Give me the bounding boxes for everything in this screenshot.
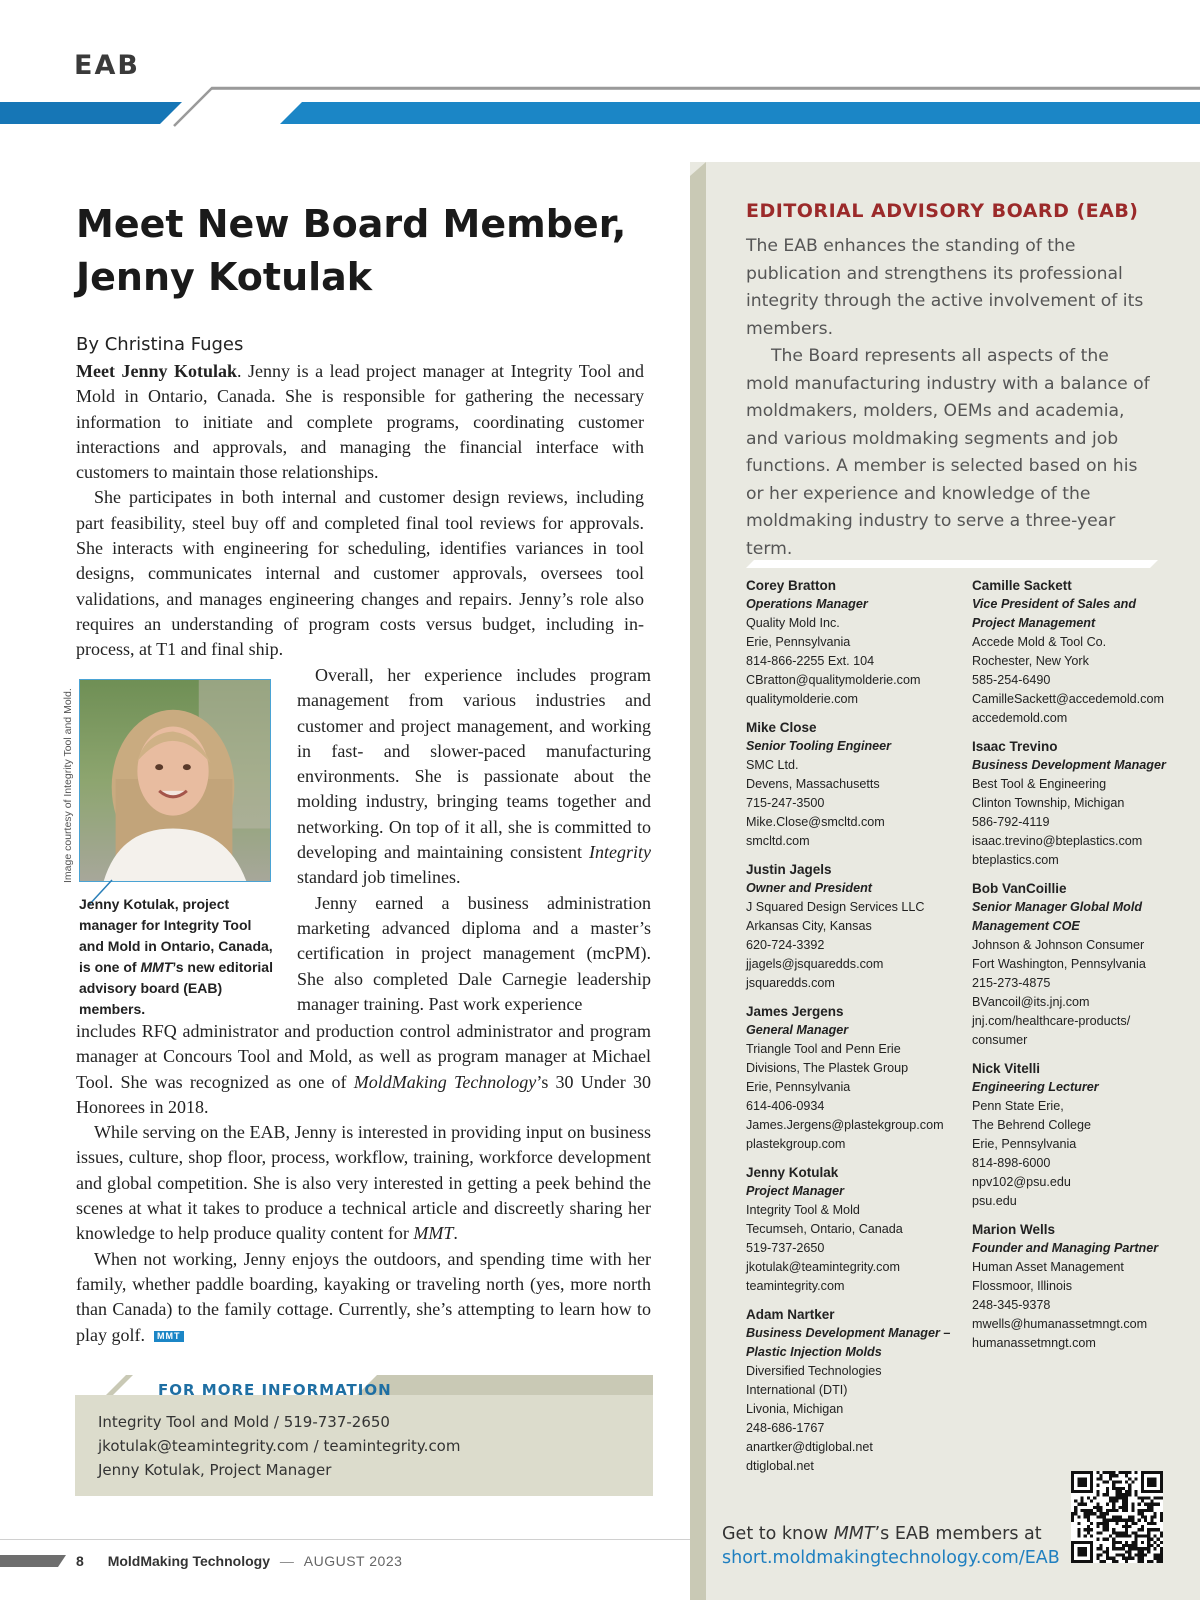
member-name: Nick Vitelli bbox=[972, 1061, 1041, 1076]
member-title: Plastic Injection Molds bbox=[746, 1345, 882, 1359]
member-detail: 586-792-4119 bbox=[972, 815, 1050, 829]
sidebar-intro-2: The Board represents all aspects of the mold manufacturing industry with a balance of moldmakers, molders, OEMs and academia, and various moldmaking segments and job functions. A member is selected based on his or her experience and knowledge of the moldmaking industry to serve a three-year term. bbox=[746, 346, 1150, 559]
member-detail: consumer bbox=[972, 1033, 1028, 1047]
member-detail[interactable]: smcltd.com bbox=[746, 834, 810, 848]
board-member bbox=[746, 1002, 966, 1154]
member-detail: Livonia, Michigan bbox=[746, 1402, 844, 1416]
member-name: James Jergens bbox=[746, 1004, 844, 1019]
more-info-lines bbox=[98, 1410, 460, 1482]
member-detail: Integrity Tool & Mold bbox=[746, 1203, 860, 1217]
member-detail: 585-254-6490 bbox=[972, 673, 1051, 687]
more-info-line: Jenny Kotulak, Project Manager bbox=[98, 1461, 332, 1479]
member-detail: Devens, Massachusetts bbox=[746, 777, 880, 791]
member-detail: 814-898-6000 bbox=[972, 1156, 1051, 1170]
member-title: Senior Tooling Engineer bbox=[746, 739, 892, 753]
board-member bbox=[746, 576, 966, 709]
member-detail: Human Asset Management bbox=[972, 1260, 1124, 1274]
member-detail[interactable]: jnj.com/healthcare-products/ bbox=[972, 1014, 1131, 1028]
member-detail[interactable]: humanassetmngt.com bbox=[972, 1336, 1096, 1350]
member-detail[interactable]: teamintegrity.com bbox=[746, 1279, 845, 1293]
more-info-line: Integrity Tool and Mold / 519-737-2650 bbox=[98, 1413, 390, 1431]
member-detail: Clinton Township, Michigan bbox=[972, 796, 1125, 810]
board-member bbox=[972, 576, 1192, 728]
portrait-photo bbox=[79, 679, 271, 882]
paragraph-2: She participates in both internal and customer design reviews, including part feasibility, steel buy off and completed final tool reviews for approvals. She interacts with engineering for scheduling, identifies variances in tool designs, communicates internal and customer approvals, oversees tool validations, and manages engineering changes and repairs. Jenny’s role also requires an understanding of program costs versus budget, including in-process, at T1 and final ship. bbox=[76, 487, 644, 660]
member-title: Operations Manager bbox=[746, 597, 868, 611]
member-detail: 248-686-1767 bbox=[746, 1421, 825, 1435]
board-member bbox=[972, 737, 1192, 870]
article-body-top bbox=[76, 359, 644, 663]
member-detail: Fort Washington, Pennsylvania bbox=[972, 957, 1146, 971]
member-detail: Flossmoor, Illinois bbox=[972, 1279, 1073, 1293]
footer bbox=[76, 1553, 402, 1569]
member-detail: 248-345-9378 bbox=[972, 1298, 1051, 1312]
member-detail: Erie, Pennsylvania bbox=[746, 635, 851, 649]
paragraph-4-continued: includes RFQ administrator and production control administrator and program manager at Concours Tool and Mold, as well as program manager at Michael Tool. She was recognized as one of MoldMaking Technology’s 30 Under 30 Honorees in 2018. bbox=[76, 1021, 651, 1117]
member-name: Justin Jagels bbox=[746, 862, 832, 877]
member-title: Project Manager bbox=[746, 1184, 844, 1198]
member-detail[interactable]: bteplastics.com bbox=[972, 853, 1059, 867]
article-body-bottom bbox=[76, 1019, 651, 1348]
board-member bbox=[972, 1059, 1192, 1211]
headline-line-1: Meet New Board Member, bbox=[76, 202, 627, 246]
board-member bbox=[972, 1220, 1192, 1353]
member-detail[interactable]: BVancoil@its.jnj.com bbox=[972, 995, 1090, 1009]
member-detail: Best Tool & Engineering bbox=[972, 777, 1107, 791]
member-title: Engineering Lecturer bbox=[972, 1080, 1099, 1094]
qr-callout bbox=[722, 1522, 1060, 1570]
sidebar-title: EDITORIAL ADVISORY BOARD (EAB) bbox=[746, 200, 1139, 222]
article-headline bbox=[76, 198, 636, 304]
sidebar-intro-1: The EAB enhances the standing of the publication and strengthens its professional integrity through the active involvement of its members. bbox=[746, 236, 1144, 339]
sidebar-intro bbox=[746, 233, 1156, 563]
footer-separator: — bbox=[279, 1553, 294, 1569]
member-detail: Tecumseh, Ontario, Canada bbox=[746, 1222, 903, 1236]
paragraph-6: When not working, Jenny enjoys the outdoors, and spending time with her family, whether paddle boarding, kayaking or traveling north (yes, more north than Canada) to the family cottage. Currently, she’s attempting to learn how to play golf. MMT bbox=[76, 1248, 651, 1345]
members-column-left bbox=[746, 576, 966, 1485]
headline-line-2: Jenny Kotulak bbox=[76, 255, 373, 299]
qr-url-link[interactable]: short.moldmakingtechnology.com/EAB bbox=[722, 1548, 1060, 1568]
board-member bbox=[746, 718, 966, 851]
header-bars bbox=[0, 86, 1200, 128]
member-detail: 614-406-0934 bbox=[746, 1099, 825, 1113]
board-member bbox=[972, 879, 1192, 1050]
member-detail[interactable]: npv102@psu.edu bbox=[972, 1175, 1071, 1189]
sidebar-edge bbox=[690, 162, 706, 1600]
member-detail: 814-866-2255 Ext. 104 bbox=[746, 654, 875, 668]
member-name: Jenny Kotulak bbox=[746, 1165, 839, 1180]
member-detail: J Squared Design Services LLC bbox=[746, 900, 925, 914]
member-detail[interactable]: isaac.trevino@bteplastics.com bbox=[972, 834, 1143, 848]
member-detail[interactable]: mwells@humanassetmngt.com bbox=[972, 1317, 1148, 1331]
member-detail[interactable]: accedemold.com bbox=[972, 711, 1068, 725]
more-info-title: FOR MORE INFORMATION bbox=[158, 1381, 392, 1399]
member-detail: 620-724-3392 bbox=[746, 938, 825, 952]
member-detail: Arkansas City, Kansas bbox=[746, 919, 872, 933]
member-detail: Erie, Pennsylvania bbox=[746, 1080, 851, 1094]
member-detail: Penn State Erie, bbox=[972, 1099, 1064, 1113]
member-detail[interactable]: anartker@dtiglobal.net bbox=[746, 1440, 873, 1454]
photo-credit: Image courtesy of Integrity Tool and Mold. bbox=[62, 688, 74, 883]
member-title: Project Management bbox=[972, 616, 1096, 630]
member-detail[interactable]: CamilleSackett@accedemold.com bbox=[972, 692, 1164, 706]
member-detail: Johnson & Johnson Consumer bbox=[972, 938, 1145, 952]
lead-bold: Meet Jenny Kotulak bbox=[76, 361, 238, 381]
member-detail: International (DTI) bbox=[746, 1383, 848, 1397]
member-detail[interactable]: James.Jergens@plastekgroup.com bbox=[746, 1118, 944, 1132]
member-title: Senior Manager Global Mold bbox=[972, 900, 1143, 914]
member-detail[interactable]: jkotulak@teamintegrity.com bbox=[746, 1260, 900, 1274]
member-detail: Triangle Tool and Penn Erie bbox=[746, 1042, 901, 1056]
page-number: 8 bbox=[76, 1553, 84, 1569]
publication-name: MoldMaking Technology bbox=[107, 1553, 270, 1569]
board-member bbox=[746, 1163, 966, 1296]
paragraph-3: Overall, her experience includes program management from various industries and customer and project management, and working in fast- and slower-paced manufacturing environments. She is passionate about the molding industry, bringing teams together and networking. On top of it all, she is committed to developing and maintaining consistent Integrity standard job timelines. bbox=[297, 665, 651, 888]
paragraph-5: While serving on the EAB, Jenny is interested in providing input on business issues, culture, shop floor, process, workflow, training, workforce development and global competition. She is also very interested in getting a peek behind the scenes at what it takes to produce a technical article and discreetly sharing her knowledge to help produce quality content for MMT. bbox=[76, 1122, 651, 1244]
member-detail: Accede Mold & Tool Co. bbox=[972, 635, 1107, 649]
member-detail[interactable]: jsquaredds.com bbox=[746, 976, 835, 990]
member-title: Founder and Managing Partner bbox=[972, 1241, 1159, 1255]
article-body-middle bbox=[297, 663, 651, 1017]
member-title: Management COE bbox=[972, 919, 1080, 933]
member-detail: SMC Ltd. bbox=[746, 758, 799, 772]
member-name: Mike Close bbox=[746, 720, 817, 735]
member-detail: Erie, Pennsylvania bbox=[972, 1137, 1077, 1151]
lead-paragraph: Meet Jenny Kotulak. Jenny is a lead project manager at Integrity Tool and Mold in Ontario, Canada. She is responsible for gathering the necessary information to initiate and complete programs, coordinating customer interactions and approvals, and managing the financial interface with customers to maintain those relationships. bbox=[76, 361, 644, 483]
member-detail[interactable]: psu.edu bbox=[972, 1194, 1017, 1208]
member-detail[interactable]: jjagels@jsquaredds.com bbox=[746, 957, 884, 971]
paragraph-4: Jenny earned a business administration marketing advanced diploma and a master’s certification in project management (mcPM). She also completed Dale Carnegie leadership manager training. Past work experience bbox=[297, 892, 651, 1014]
members-column-right bbox=[972, 576, 1192, 1362]
member-name: Corey Bratton bbox=[746, 578, 837, 593]
qr-code[interactable] bbox=[1071, 1471, 1163, 1563]
member-title: Business Development Manager bbox=[972, 758, 1166, 772]
member-detail: 519-737-2650 bbox=[746, 1241, 825, 1255]
member-detail: The Behrend College bbox=[972, 1118, 1092, 1132]
board-member bbox=[746, 1305, 966, 1476]
footer-rule bbox=[0, 1539, 700, 1540]
member-detail: Quality Mold Inc. bbox=[746, 616, 840, 630]
member-title: Vice President of Sales and bbox=[972, 597, 1137, 611]
member-detail[interactable]: plastekgroup.com bbox=[746, 1137, 846, 1151]
member-name: Isaac Trevino bbox=[972, 739, 1058, 754]
member-detail: 215-273-4875 bbox=[972, 976, 1051, 990]
member-detail[interactable]: qualitymolderie.com bbox=[746, 692, 858, 706]
member-detail: Divisions, The Plastek Group bbox=[746, 1061, 909, 1075]
photo-caption: Jenny Kotulak, project manager for Integrity Tool and Mold in Ontario, Canada, is one of MMT’s new editorial advisory board (EAB) members. bbox=[79, 896, 273, 1017]
member-name: Camille Sackett bbox=[972, 578, 1072, 593]
member-title: Business Development Manager – bbox=[746, 1326, 951, 1340]
member-name: Marion Wells bbox=[972, 1222, 1056, 1237]
member-detail[interactable]: dtiglobal.net bbox=[746, 1459, 814, 1473]
member-detail: 715-247-3500 bbox=[746, 796, 825, 810]
member-detail[interactable]: Mike.Close@smcltd.com bbox=[746, 815, 885, 829]
issue-date: AUGUST 2023 bbox=[303, 1553, 403, 1569]
section-label: EAB bbox=[74, 50, 140, 81]
more-info-line: jkotulak@teamintegrity.com / teamintegrity.com bbox=[98, 1437, 461, 1455]
member-detail[interactable]: CBratton@qualitymolderie.com bbox=[746, 673, 921, 687]
qr-callout-text: Get to know MMT’s EAB members at bbox=[722, 1524, 1042, 1544]
board-member bbox=[746, 860, 966, 993]
byline: By Christina Fuges bbox=[76, 334, 244, 355]
member-detail: Rochester, New York bbox=[972, 654, 1089, 668]
member-title: Owner and President bbox=[746, 881, 872, 895]
sidebar-divider bbox=[746, 560, 1158, 568]
footer-bar bbox=[0, 1555, 66, 1567]
member-detail: Diversified Technologies bbox=[746, 1364, 882, 1378]
end-mark-logo: MMT bbox=[154, 1331, 184, 1342]
member-title: General Manager bbox=[746, 1023, 849, 1037]
member-name: Adam Nartker bbox=[746, 1307, 835, 1322]
member-name: Bob VanCoillie bbox=[972, 881, 1067, 896]
